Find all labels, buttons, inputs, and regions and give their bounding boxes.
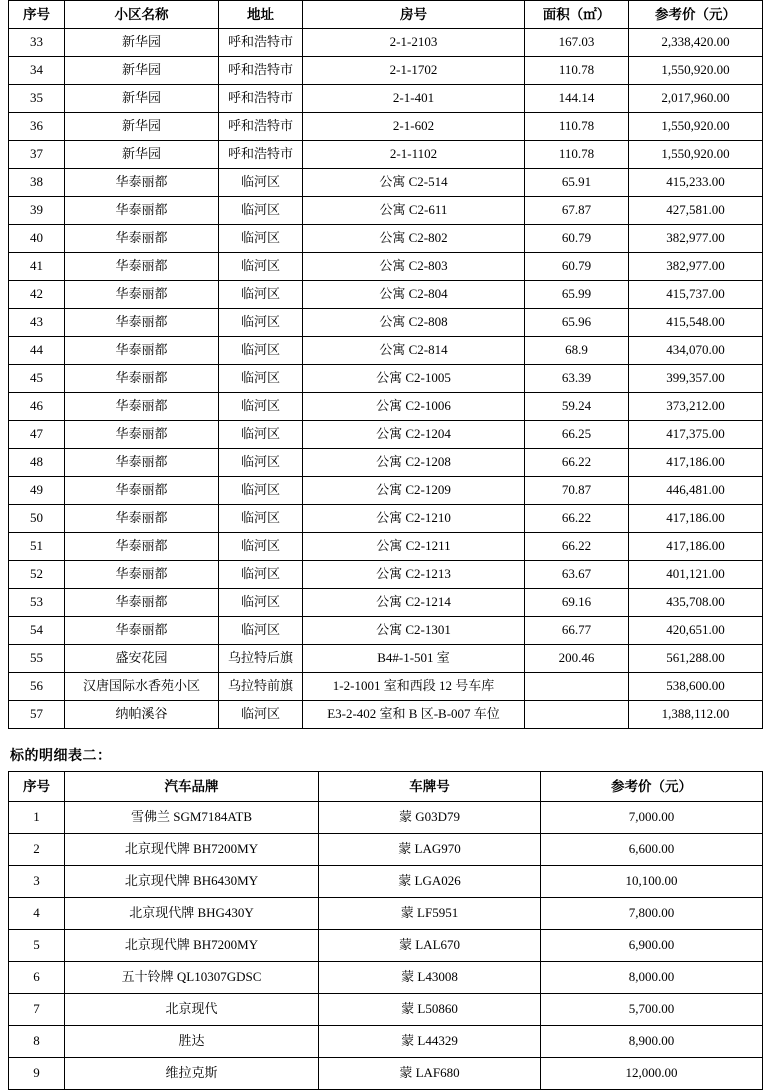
cell-room: 公寓 C2-803 (303, 253, 525, 281)
cell-room: 公寓 C2-1209 (303, 477, 525, 505)
column-header-price: 参考价（元） (629, 1, 763, 29)
cell-area: 70.87 (525, 477, 629, 505)
cell-index: 38 (9, 169, 65, 197)
cell-index: 46 (9, 393, 65, 421)
cell-room: 公寓 C2-1211 (303, 533, 525, 561)
cell-address: 乌拉特前旗 (219, 673, 303, 701)
cell-price: 415,737.00 (629, 281, 763, 309)
cell-price: 415,548.00 (629, 309, 763, 337)
cell-price: 6,900.00 (541, 930, 763, 962)
cell-area: 63.39 (525, 365, 629, 393)
cell-car-brand: 维拉克斯 (65, 1058, 319, 1090)
column-header-car-brand: 汽车品牌 (65, 772, 319, 802)
cell-car-brand: 雪佛兰 SGM7184ATB (65, 802, 319, 834)
cell-area: 63.67 (525, 561, 629, 589)
cell-address: 临河区 (219, 421, 303, 449)
column-header-community: 小区名称 (65, 1, 219, 29)
cell-area: 59.24 (525, 393, 629, 421)
column-header-plate-number: 车牌号 (319, 772, 541, 802)
cell-address: 呼和浩特市 (219, 141, 303, 169)
cell-area: 65.99 (525, 281, 629, 309)
column-header-index: 序号 (9, 772, 65, 802)
table-row (9, 393, 763, 421)
cell-price: 2,338,420.00 (629, 29, 763, 57)
table-row (9, 898, 763, 930)
cell-price: 382,977.00 (629, 225, 763, 253)
cell-index: 1 (9, 802, 65, 834)
table-row (9, 197, 763, 225)
cell-price: 538,600.00 (629, 673, 763, 701)
cell-address: 临河区 (219, 589, 303, 617)
cell-community: 华泰丽都 (65, 449, 219, 477)
cell-area: 200.46 (525, 645, 629, 673)
cell-price: 1,550,920.00 (629, 141, 763, 169)
cell-price: 373,212.00 (629, 393, 763, 421)
cell-room: 公寓 C2-802 (303, 225, 525, 253)
cell-area (525, 701, 629, 729)
cell-community: 华泰丽都 (65, 421, 219, 449)
cell-area: 110.78 (525, 113, 629, 141)
column-header-index: 序号 (9, 1, 65, 29)
cell-car-brand: 北京现代 (65, 994, 319, 1026)
cell-area: 110.78 (525, 141, 629, 169)
cell-community: 华泰丽都 (65, 309, 219, 337)
cell-price: 399,357.00 (629, 365, 763, 393)
cell-price: 401,121.00 (629, 561, 763, 589)
cell-index: 9 (9, 1058, 65, 1090)
cell-community: 华泰丽都 (65, 281, 219, 309)
cell-community: 华泰丽都 (65, 365, 219, 393)
table-row (9, 309, 763, 337)
table-header-row (9, 1, 763, 29)
cell-address: 临河区 (219, 253, 303, 281)
cell-car-brand: 胜达 (65, 1026, 319, 1058)
cell-room: E3-2-402 室和 B 区-B-007 车位 (303, 701, 525, 729)
table-row (9, 421, 763, 449)
cell-address: 临河区 (219, 337, 303, 365)
cell-index: 35 (9, 85, 65, 113)
cell-community: 华泰丽都 (65, 225, 219, 253)
cell-community: 华泰丽都 (65, 253, 219, 281)
cell-address: 乌拉特后旗 (219, 645, 303, 673)
cell-price: 420,651.00 (629, 617, 763, 645)
cell-plate-number: 蒙 LAG970 (319, 834, 541, 866)
cell-area: 60.79 (525, 253, 629, 281)
cell-address: 临河区 (219, 365, 303, 393)
cell-price: 1,550,920.00 (629, 113, 763, 141)
cell-area: 110.78 (525, 57, 629, 85)
cell-community: 汉唐国际水香苑小区 (65, 673, 219, 701)
cell-price: 1,550,920.00 (629, 57, 763, 85)
table-row (9, 169, 763, 197)
cell-price: 417,186.00 (629, 533, 763, 561)
cell-price: 10,100.00 (541, 866, 763, 898)
cell-community: 新华园 (65, 85, 219, 113)
table-row (9, 673, 763, 701)
cell-price: 561,288.00 (629, 645, 763, 673)
cell-address: 临河区 (219, 393, 303, 421)
cell-index: 57 (9, 701, 65, 729)
cell-area (525, 673, 629, 701)
cell-community: 华泰丽都 (65, 169, 219, 197)
cell-index: 4 (9, 898, 65, 930)
cell-index: 37 (9, 141, 65, 169)
cell-price: 427,581.00 (629, 197, 763, 225)
cell-car-brand: 北京现代牌 BH7200MY (65, 930, 319, 962)
cell-index: 3 (9, 866, 65, 898)
column-header-area: 面积（㎡） (525, 1, 629, 29)
cell-area: 167.03 (525, 29, 629, 57)
cell-room: 2-1-1102 (303, 141, 525, 169)
cell-index: 7 (9, 994, 65, 1026)
cell-price: 1,388,112.00 (629, 701, 763, 729)
cell-room: 公寓 C2-1208 (303, 449, 525, 477)
cell-car-brand: 北京现代牌 BH7200MY (65, 834, 319, 866)
table-row (9, 29, 763, 57)
cell-community: 华泰丽都 (65, 561, 219, 589)
cell-index: 50 (9, 505, 65, 533)
cell-address: 临河区 (219, 505, 303, 533)
cell-plate-number: 蒙 LAL670 (319, 930, 541, 962)
cell-index: 55 (9, 645, 65, 673)
table-row (9, 225, 763, 253)
cell-index: 8 (9, 1026, 65, 1058)
cell-community: 华泰丽都 (65, 197, 219, 225)
cell-area: 65.91 (525, 169, 629, 197)
cell-room: 2-1-602 (303, 113, 525, 141)
cell-plate-number: 蒙 G03D79 (319, 802, 541, 834)
cell-car-brand: 北京现代牌 BH6430MY (65, 866, 319, 898)
cell-room: 1-2-1001 室和西段 12 号车库 (303, 673, 525, 701)
cell-price: 417,375.00 (629, 421, 763, 449)
cell-price: 434,070.00 (629, 337, 763, 365)
table-row (9, 85, 763, 113)
cell-room: 公寓 C2-611 (303, 197, 525, 225)
cell-community: 华泰丽都 (65, 393, 219, 421)
table-row (9, 962, 763, 994)
cell-index: 40 (9, 225, 65, 253)
cell-index: 56 (9, 673, 65, 701)
cell-room: 2-1-2103 (303, 29, 525, 57)
cell-room: 公寓 C2-808 (303, 309, 525, 337)
section-label-table-two: 标的明细表二： (10, 749, 112, 764)
cell-community: 华泰丽都 (65, 337, 219, 365)
cell-index: 42 (9, 281, 65, 309)
cell-index: 48 (9, 449, 65, 477)
property-detail-table (8, 0, 763, 729)
cell-area: 144.14 (525, 85, 629, 113)
table-row (9, 994, 763, 1026)
cell-address: 临河区 (219, 197, 303, 225)
table-row (9, 505, 763, 533)
table-row (9, 57, 763, 85)
cell-room: 公寓 C2-814 (303, 337, 525, 365)
table-row (9, 337, 763, 365)
cell-address: 临河区 (219, 449, 303, 477)
cell-price: 7,800.00 (541, 898, 763, 930)
cell-plate-number: 蒙 L50860 (319, 994, 541, 1026)
cell-room: 公寓 C2-804 (303, 281, 525, 309)
cell-community: 新华园 (65, 141, 219, 169)
table-row (9, 701, 763, 729)
cell-room: 公寓 C2-1214 (303, 589, 525, 617)
cell-community: 新华园 (65, 29, 219, 57)
cell-index: 34 (9, 57, 65, 85)
cell-community: 新华园 (65, 113, 219, 141)
cell-address: 临河区 (219, 477, 303, 505)
cell-address: 呼和浩特市 (219, 113, 303, 141)
cell-plate-number: 蒙 L43008 (319, 962, 541, 994)
cell-address: 临河区 (219, 281, 303, 309)
cell-index: 49 (9, 477, 65, 505)
cell-price: 417,186.00 (629, 505, 763, 533)
cell-index: 39 (9, 197, 65, 225)
table-row (9, 561, 763, 589)
cell-room: 2-1-401 (303, 85, 525, 113)
cell-price: 8,000.00 (541, 962, 763, 994)
cell-index: 5 (9, 930, 65, 962)
table-row (9, 281, 763, 309)
cell-area: 66.22 (525, 533, 629, 561)
cell-index: 52 (9, 561, 65, 589)
cell-room: 公寓 C2-1213 (303, 561, 525, 589)
cell-plate-number: 蒙 L44329 (319, 1026, 541, 1058)
cell-address: 呼和浩特市 (219, 29, 303, 57)
cell-area: 66.22 (525, 505, 629, 533)
cell-room: 公寓 C2-1006 (303, 393, 525, 421)
cell-car-brand: 五十铃牌 QL10307GDSC (65, 962, 319, 994)
cell-room: 公寓 C2-1005 (303, 365, 525, 393)
cell-address: 临河区 (219, 561, 303, 589)
cell-area: 69.16 (525, 589, 629, 617)
table-row (9, 866, 763, 898)
table-row (9, 802, 763, 834)
cell-community: 华泰丽都 (65, 533, 219, 561)
table-row (9, 834, 763, 866)
cell-address: 临河区 (219, 533, 303, 561)
table-row (9, 617, 763, 645)
cell-index: 44 (9, 337, 65, 365)
cell-room: 公寓 C2-1301 (303, 617, 525, 645)
cell-price: 8,900.00 (541, 1026, 763, 1058)
cell-area: 68.9 (525, 337, 629, 365)
column-header-price: 参考价（元） (541, 772, 763, 802)
table-row (9, 589, 763, 617)
cell-price: 417,186.00 (629, 449, 763, 477)
cell-address: 临河区 (219, 169, 303, 197)
cell-price: 6,600.00 (541, 834, 763, 866)
cell-price: 415,233.00 (629, 169, 763, 197)
table-row (9, 141, 763, 169)
cell-room: 公寓 C2-514 (303, 169, 525, 197)
cell-area: 66.25 (525, 421, 629, 449)
cell-price: 12,000.00 (541, 1058, 763, 1090)
cell-community: 华泰丽都 (65, 617, 219, 645)
column-header-room: 房号 (303, 1, 525, 29)
cell-area: 67.87 (525, 197, 629, 225)
cell-area: 66.77 (525, 617, 629, 645)
vehicle-detail-table (8, 771, 763, 1090)
cell-address: 临河区 (219, 701, 303, 729)
cell-community: 纳帕溪谷 (65, 701, 219, 729)
cell-index: 43 (9, 309, 65, 337)
cell-plate-number: 蒙 LF5951 (319, 898, 541, 930)
cell-index: 47 (9, 421, 65, 449)
table-row (9, 113, 763, 141)
cell-address: 呼和浩特市 (219, 57, 303, 85)
cell-community: 新华园 (65, 57, 219, 85)
table-row (9, 449, 763, 477)
cell-community: 华泰丽都 (65, 589, 219, 617)
cell-car-brand: 北京现代牌 BHG430Y (65, 898, 319, 930)
cell-index: 53 (9, 589, 65, 617)
cell-price: 7,000.00 (541, 802, 763, 834)
cell-price: 2,017,960.00 (629, 85, 763, 113)
cell-room: B4#-1-501 室 (303, 645, 525, 673)
table-row (9, 533, 763, 561)
cell-index: 36 (9, 113, 65, 141)
cell-community: 华泰丽都 (65, 477, 219, 505)
cell-community: 华泰丽都 (65, 505, 219, 533)
table-row (9, 477, 763, 505)
table-row (9, 365, 763, 393)
table-row (9, 645, 763, 673)
cell-price: 435,708.00 (629, 589, 763, 617)
table-header-row (9, 772, 763, 802)
cell-room: 公寓 C2-1210 (303, 505, 525, 533)
cell-area: 65.96 (525, 309, 629, 337)
cell-index: 54 (9, 617, 65, 645)
cell-index: 33 (9, 29, 65, 57)
cell-plate-number: 蒙 LAF680 (319, 1058, 541, 1090)
table-row (9, 930, 763, 962)
cell-area: 60.79 (525, 225, 629, 253)
cell-address: 呼和浩特市 (219, 85, 303, 113)
table-row (9, 1058, 763, 1090)
cell-index: 2 (9, 834, 65, 866)
cell-index: 6 (9, 962, 65, 994)
cell-community: 盛安花园 (65, 645, 219, 673)
cell-room: 2-1-1702 (303, 57, 525, 85)
cell-price: 382,977.00 (629, 253, 763, 281)
column-header-address: 地址 (219, 1, 303, 29)
cell-index: 45 (9, 365, 65, 393)
cell-area: 66.22 (525, 449, 629, 477)
cell-index: 41 (9, 253, 65, 281)
cell-price: 446,481.00 (629, 477, 763, 505)
cell-address: 临河区 (219, 309, 303, 337)
cell-address: 临河区 (219, 617, 303, 645)
table-row (9, 253, 763, 281)
cell-price: 5,700.00 (541, 994, 763, 1026)
cell-address: 临河区 (219, 225, 303, 253)
cell-room: 公寓 C2-1204 (303, 421, 525, 449)
cell-index: 51 (9, 533, 65, 561)
cell-plate-number: 蒙 LGA026 (319, 866, 541, 898)
table-row (9, 1026, 763, 1058)
